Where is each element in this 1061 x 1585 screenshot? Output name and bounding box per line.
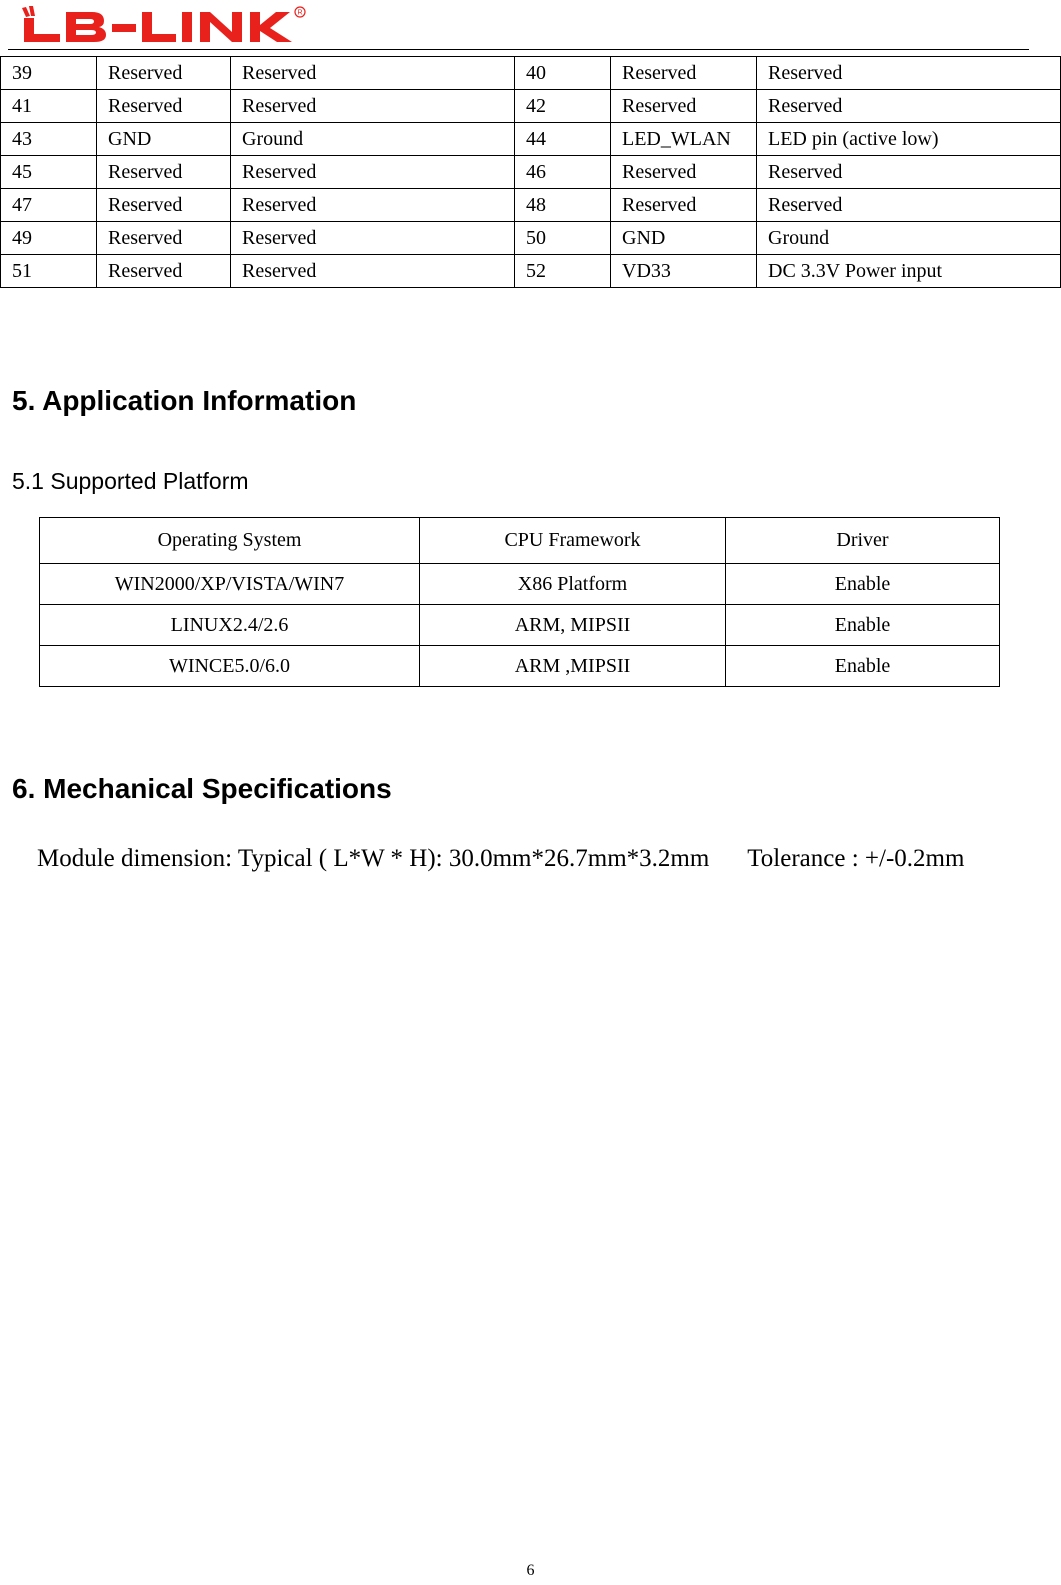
pin-number: 42 <box>515 90 611 123</box>
pin-description: Reserved <box>757 90 1061 123</box>
pin-number: 52 <box>515 255 611 288</box>
pin-name: Reserved <box>97 222 231 255</box>
section-6-heading: 6. Mechanical Specifications <box>12 773 392 804</box>
column-header: CPU Framework <box>420 518 726 564</box>
pin-description: Reserved <box>231 156 515 189</box>
pin-name: Reserved <box>611 90 757 123</box>
supported-platform-table <box>39 517 1000 687</box>
pin-name: LED_WLAN <box>611 123 757 156</box>
pin-description: Reserved <box>757 156 1061 189</box>
table-row <box>1 255 1061 288</box>
pin-name: Reserved <box>97 90 231 123</box>
pin-name: Reserved <box>611 189 757 222</box>
pin-description: Ground <box>231 123 515 156</box>
pin-number: 48 <box>515 189 611 222</box>
pin-number: 47 <box>1 189 97 222</box>
driver-cell: Enable <box>726 605 1000 646</box>
pin-name: GND <box>97 123 231 156</box>
pin-number: 44 <box>515 123 611 156</box>
pin-name: Reserved <box>611 156 757 189</box>
driver-cell: Enable <box>726 646 1000 687</box>
pin-name: Reserved <box>611 57 757 90</box>
table-row <box>1 189 1061 222</box>
column-header: Driver <box>726 518 1000 564</box>
pin-name: Reserved <box>97 57 231 90</box>
pin-description: Reserved <box>757 189 1061 222</box>
module-dimension-line <box>37 844 964 874</box>
section-5-1-heading: 5.1 Supported Platform <box>12 468 249 494</box>
pin-number: 40 <box>515 57 611 90</box>
pin-assignment-table <box>0 56 1061 288</box>
svg-text:R: R <box>297 9 303 17</box>
pin-name: Reserved <box>97 156 231 189</box>
pin-number: 46 <box>515 156 611 189</box>
pin-name: Reserved <box>97 189 231 222</box>
pin-description: Ground <box>757 222 1061 255</box>
cpu-cell: ARM ,MIPSII <box>420 646 726 687</box>
pin-number: 43 <box>1 123 97 156</box>
cpu-cell: X86 Platform <box>420 564 726 605</box>
table-row <box>1 57 1061 90</box>
pin-name: VD33 <box>611 255 757 288</box>
pin-number: 39 <box>1 57 97 90</box>
pin-number: 41 <box>1 90 97 123</box>
os-cell: WIN2000/XP/VISTA/WIN7 <box>40 564 420 605</box>
pin-description: Reserved <box>231 90 515 123</box>
table-row <box>40 605 1000 646</box>
pin-number: 45 <box>1 156 97 189</box>
pin-description: LED pin (active low) <box>757 123 1061 156</box>
pin-name: GND <box>611 222 757 255</box>
pin-number: 51 <box>1 255 97 288</box>
table-row <box>40 646 1000 687</box>
os-cell: LINUX2.4/2.6 <box>40 605 420 646</box>
pin-description: Reserved <box>757 57 1061 90</box>
pin-description: Reserved <box>231 189 515 222</box>
pin-name: Reserved <box>97 255 231 288</box>
table-row <box>1 123 1061 156</box>
header-divider <box>8 49 1029 50</box>
cpu-cell: ARM, MIPSII <box>420 605 726 646</box>
pin-number: 49 <box>1 222 97 255</box>
os-cell: WINCE5.0/6.0 <box>40 646 420 687</box>
column-header: Operating System <box>40 518 420 564</box>
tolerance-text: Tolerance : +/-0.2mm <box>747 845 965 872</box>
table-row <box>40 564 1000 605</box>
pin-number: 50 <box>515 222 611 255</box>
table-row <box>1 90 1061 123</box>
table-row <box>1 156 1061 189</box>
pin-description: DC 3.3V Power input <box>757 255 1061 288</box>
pin-description: Reserved <box>231 57 515 90</box>
pin-description: Reserved <box>231 255 515 288</box>
table-header-row <box>40 518 1000 564</box>
page-number: 6 <box>526 1562 535 1579</box>
pin-description: Reserved <box>231 222 515 255</box>
driver-cell: Enable <box>726 564 1000 605</box>
section-5-heading: 5. Application Information <box>12 385 357 416</box>
module-dimension-text: Module dimension: Typical ( L*W * H): 30.0mm*26.7mm*3.2mm <box>37 845 710 872</box>
table-row <box>1 222 1061 255</box>
lb-link-logo <box>20 4 310 46</box>
